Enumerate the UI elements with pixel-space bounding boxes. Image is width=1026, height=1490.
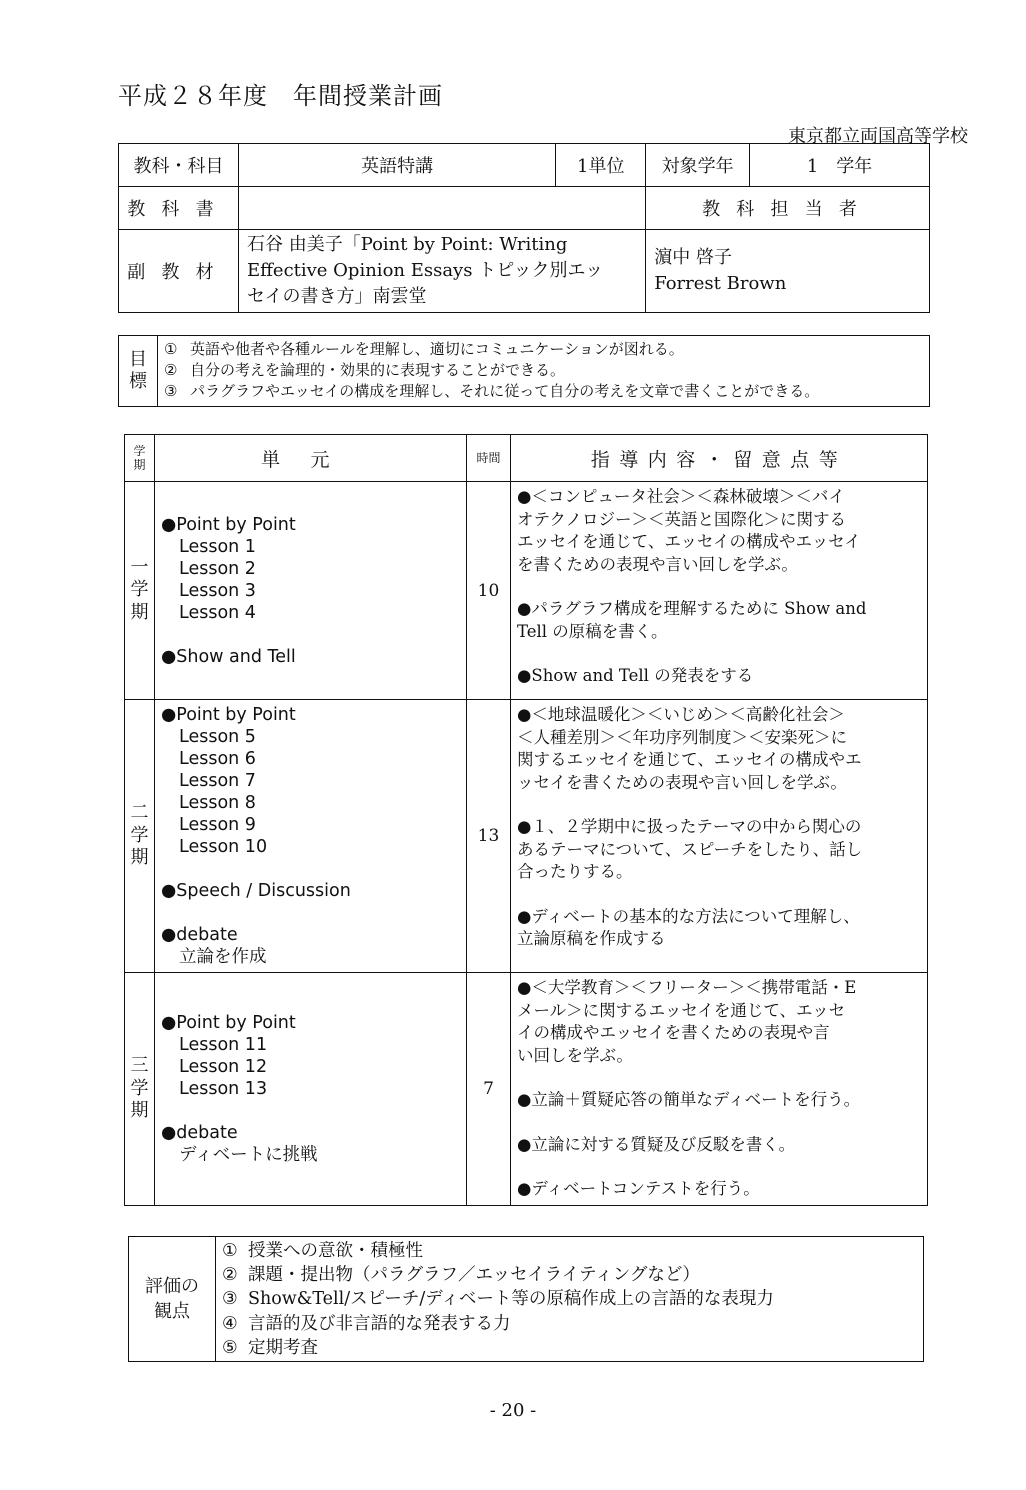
evaluation-item: ② 課題・提出物（パラグラフ／エッセイライティングなど） (222, 1265, 700, 1286)
supplementary-line: Effective Opinion Essays トピック別エッ (246, 260, 604, 282)
term-row (125, 973, 928, 1206)
content-paragraph: ●＜地球温暖化＞＜いじめ＞＜高齢化社会＞ ＜人種差別＞＜年功序列制度＞＜安楽死＞に 関するエッセイを通じて、エッセイの構成やエ ッセイを書くための表現や言い回しを学ぶ。 (517, 705, 862, 792)
lesson-item: Lesson 7 (179, 771, 256, 791)
supplementary-row (119, 230, 930, 313)
term-label: 二 学 期 (125, 700, 155, 973)
textbook-row (119, 187, 930, 230)
goal-item: ① 英語や他者や各種ルールを理解し、適切にコミュニケーションが図れる。 (164, 340, 684, 358)
lesson-item: Lesson 13 (179, 1078, 268, 1099)
content-list (511, 973, 928, 1206)
unit-heading: ●Point by Point (161, 705, 296, 725)
goal-item: ② 自分の考えを論理的・効果的に表現することができる。 (164, 361, 566, 379)
lesson-item: Lesson 12 (179, 1056, 268, 1077)
evaluation-item: ⑤ 定期考査 (222, 1337, 318, 1358)
unit-heading: ●Point by Point (161, 1012, 296, 1033)
teacher-label: 教科担当者 (646, 187, 930, 230)
supplementary-label: 副教材 (119, 230, 239, 313)
unit-header: 単元 (155, 435, 467, 482)
content-paragraph: ●立論に対する質疑及び反駁を書く。 (517, 1134, 796, 1154)
unit-list (155, 482, 467, 700)
lesson-item: Lesson 6 (179, 749, 256, 769)
content-paragraph: ●＜コンピュータ社会＞＜森林破壊＞＜バイ オテクノロジー＞＜英語と国際化＞に関する エッセイを通じて、エッセイの構成やエッセイ を書くための表現や言い回しを学ぶ。 (517, 487, 861, 574)
unit-heading: ●Point by Point (161, 514, 296, 535)
lesson-item: Lesson 11 (179, 1034, 268, 1055)
lesson-item: Lesson 10 (179, 837, 268, 857)
page-title: 平成２８年度 年間授業計画 (118, 82, 443, 110)
hours-value: 13 (467, 700, 511, 973)
content-paragraph: ●立論＋質疑応答の簡単なディベートを行う。 (517, 1090, 861, 1109)
evaluation-item: ① 授業への意欲・積極性 (222, 1241, 423, 1261)
lesson-item: Lesson 3 (179, 580, 256, 601)
page-number: - 20 - (489, 1400, 537, 1421)
evaluation-box (128, 1236, 924, 1362)
textbook-value (238, 187, 645, 230)
grade-value: 1 学年 (750, 144, 930, 187)
unit-heading: ●Show and Tell (161, 646, 296, 667)
supplementary-value (238, 230, 645, 313)
unit-heading: ●debate (161, 925, 238, 945)
textbook-label: 教科書 (119, 187, 239, 230)
term-label: 三 学 期 (125, 973, 155, 1206)
content-paragraph: ●１、２学期中に扱ったテーマの中から関心の あるテーマについて、スピーチをしたり、話し 合ったりする。 (517, 817, 863, 881)
content-paragraph: ●パラグラフ構成を理解するために Show and Tell の原稿を書く。 (517, 599, 867, 641)
grade-label: 対象学年 (646, 144, 750, 187)
subject-label: 教科・科目 (119, 144, 239, 187)
content-paragraph: ●Show and Tell の発表をする (517, 666, 754, 685)
lesson-item: ディベートに挑戦 (179, 1144, 318, 1165)
subject-value: 英語特講 (238, 144, 555, 187)
goals-box (118, 335, 930, 407)
unit-heading: ●debate (161, 1122, 238, 1143)
content-paragraph: ●＜大学教育＞＜フリーター＞＜携帯電話・E メール＞に関するエッセイを通じて、エッセ イの構成やエッセイを書くための表現や言 い回しを学ぶ。 (517, 978, 857, 1065)
annual-plan-table (124, 434, 928, 1206)
credits-value: 1単位 (556, 144, 646, 187)
unit-heading: ●Speech / Discussion (161, 881, 351, 901)
supplementary-line: セイの書き方」南雲堂 (246, 286, 427, 308)
content-header: 指導内容・留意点等 (511, 435, 928, 482)
content-paragraph: ●ディベートコンテストを行う。 (517, 1179, 760, 1198)
lesson-item: Lesson 2 (179, 558, 256, 579)
course-info-table (118, 143, 930, 313)
school-name: 東京都立両国高等学校 (788, 126, 968, 147)
lesson-item: Lesson 9 (179, 815, 256, 835)
teacher-name: 濵中 啓子 (654, 247, 732, 269)
term-header: 学 期 (125, 435, 155, 482)
content-list (511, 700, 928, 973)
lesson-item: Lesson 4 (179, 602, 256, 623)
term-label: 一 学 期 (125, 482, 155, 700)
goal-item: ③ パラグラフやエッセイの構成を理解し、それに従って自分の考えを文章で書くことができる。 (164, 382, 820, 400)
teacher-name: Forrest Brown (654, 273, 787, 295)
hours-value: 7 (467, 973, 511, 1206)
unit-list (155, 973, 467, 1206)
lesson-item: Lesson 8 (179, 793, 256, 813)
subject-row (119, 144, 930, 187)
content-list (511, 482, 928, 700)
hours-header: 時間 (467, 435, 511, 482)
supplementary-line: 石谷 由美子「Point by Point: Writing (246, 234, 568, 255)
term-row (125, 700, 928, 973)
hours-value: 10 (467, 482, 511, 700)
lesson-item: Lesson 5 (179, 727, 256, 747)
lesson-item: 立論を作成 (179, 947, 267, 967)
content-paragraph: ●ディベートの基本的な方法について理解し、 立論原稿を作成する (517, 906, 860, 948)
unit-list (155, 700, 467, 973)
teacher-names (646, 230, 930, 313)
term-row (125, 482, 928, 700)
evaluation-list (216, 1237, 780, 1361)
evaluation-item: ③ Show&Tell/スピーチ/ディベート等の原稿作成上の言語的な表現力 (222, 1289, 774, 1310)
lesson-item: Lesson 1 (179, 536, 256, 557)
evaluation-label: 評価の 観点 (129, 1237, 216, 1361)
plan-header-row (125, 435, 928, 482)
evaluation-item: ④ 言語的及び非言語的な発表する力 (222, 1313, 511, 1334)
goals-list (158, 336, 825, 406)
goals-label: 目 標 (119, 336, 158, 406)
